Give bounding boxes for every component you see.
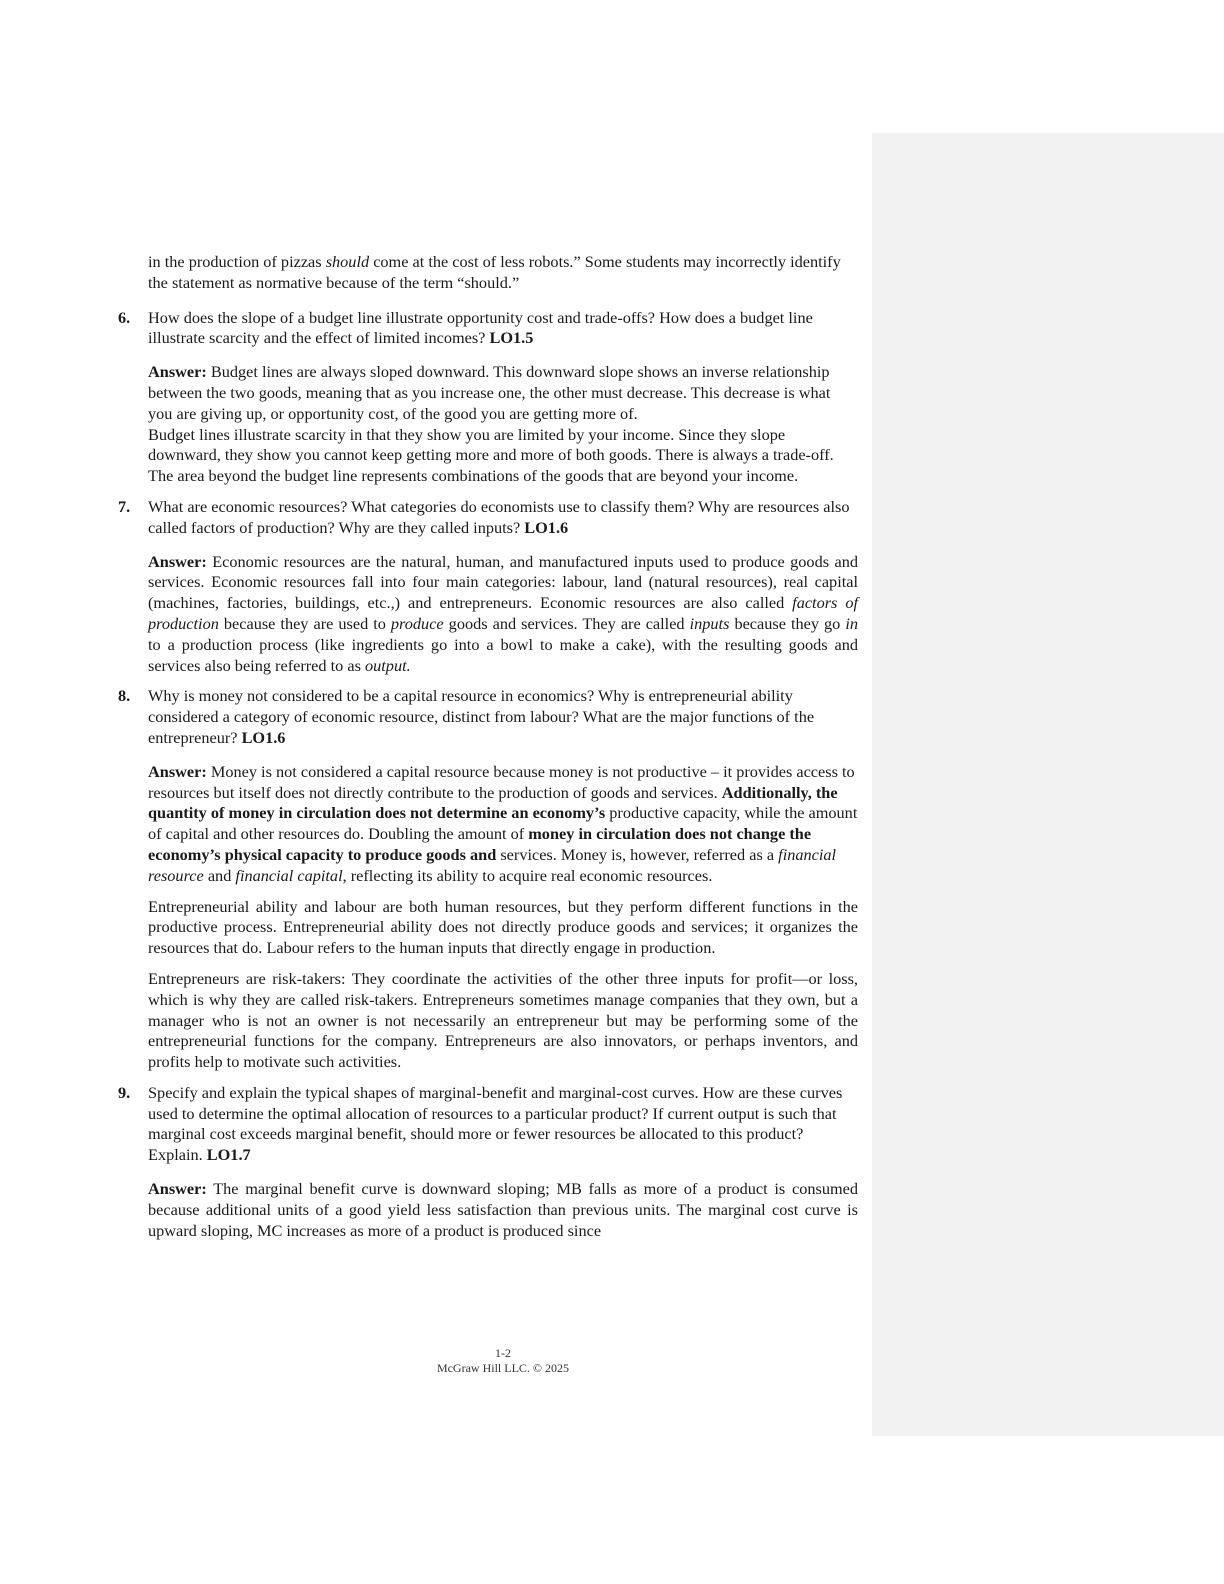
answer-paragraph: Budget lines illustrate scarcity in that they show you are limited by your income. Since they slope downward, they show you cannot keep getting more and more of both goods. There is always a trade-off. The area beyond the budget line represents combinations of the goods that are beyond your income.: [148, 424, 834, 486]
answer-label: Answer:: [148, 551, 207, 571]
question-number: 6.: [118, 307, 131, 327]
question-text: How does the slope of a budget line illustrate opportunity cost and trade-offs? How does a budget line illustrate scarcity and the effect of limited incomes? LO1.5: [148, 307, 813, 348]
answer-paragraph: Answer: Money is not considered a capital resource because money is not productive – it provides access to resources but itself does not directly contribute to the production of goods and services. Additionally, the quantity of money in circulation does not determine an economy’s productive capacity, while the amount of capital and other resources do. Doubling the amount of money in circulation does not change the economy’s physical capacity to produce goods and services. Money is, however, referred as a financial resource and financial capital, reflecting its ability to acquire real economic resources.: [148, 761, 858, 885]
answer-label: Answer:: [148, 761, 207, 781]
answer-paragraph: Answer: Economic resources are the natural, human, and manufactured inputs used to produce goods and services. Economic resources fall into four main categories: labour, land (natural resources), real capital (machines, factories, buildings, etc.,) and entrepreneurs. Economic resources are also called factors of production because they are used to produce goods and services. They are called inputs because they go in to a production process (like ingredients go into a bowl to make a cake), with the resulting goods and services also being referred to as output.: [148, 551, 859, 675]
comment-pane: [872, 133, 1224, 1436]
question-number: 7.: [118, 496, 131, 516]
question-7: [118, 497, 858, 539]
copyright: McGraw Hill LLC. © 2025: [436, 1361, 570, 1375]
document-body: [118, 252, 858, 1241]
question-9: [118, 1083, 858, 1166]
answer-paragraph: Answer: Budget lines are always sloped downward. This downward slope shows an inverse relationship between the two goods, meaning that as you increase one, the other must decrease. This decrease is what you are giving up, or opportunity cost, of the good you are getting more of.: [148, 362, 831, 423]
answer-6: [118, 362, 858, 487]
question-8: [118, 686, 858, 748]
learning-objective: LO1.6: [524, 517, 569, 537]
question-text: Why is money not considered to be a capital resource in economics? Why is entrepreneurial ability considered a category of economic resource, distinct from labour? What are the major functions of the entrepreneur? LO1.6: [148, 686, 815, 747]
page-number: 1-2: [495, 1346, 511, 1360]
question-6: [118, 308, 858, 350]
question-text: Specify and explain the typical shapes of marginal-benefit and marginal-cost curves. How are these curves used to determine the optimal allocation of resources to a particular product? If current output is such that marginal cost exceeds marginal benefit, should more or fewer resources be allocated to this product? Explain. LO1.7: [148, 1082, 843, 1165]
answer-7: [118, 552, 858, 677]
answer-paragraph: Answer: The marginal benefit curve is downward sloping; MB falls as more of a product is consumed because additional units of a good yield less satisfaction than previous units. The marginal cost curve is upward sloping, MC increases as more of a product is produced since: [148, 1179, 858, 1240]
answer-paragraph: Entrepreneurial ability and labour are both human resources, but they perform different functions in the productive process. Entrepreneurial ability does not directly produce goods and services; it organizes the resources that do. Labour refers to the human inputs that directly engage in production.: [148, 896, 858, 958]
answer-label: Answer:: [148, 362, 207, 382]
answer-9: [118, 1179, 858, 1241]
question-number: 9.: [118, 1082, 131, 1102]
learning-objective: LO1.5: [489, 328, 534, 348]
question-text: What are economic resources? What categories do economists use to classify them? Why are resources also called factors of production? Why are they called inputs? LO1.6: [148, 496, 850, 537]
answer-label: Answer:: [148, 1179, 207, 1199]
continuation-paragraph: in the production of pizzas should come at the cost of less robots.” Some students may incorrectly identify the statement as normative because of the term “should.”: [148, 252, 841, 292]
page-footer: [118, 1346, 888, 1376]
question-number: 8.: [118, 686, 131, 706]
learning-objective: LO1.7: [206, 1145, 251, 1165]
answer-paragraph: Entrepreneurs are risk-takers: They coordinate the activities of the other three inputs for profit—or loss, which is why they are called risk-takers. Entrepreneurs sometimes manage companies that they own, but a manager who is not an owner is not necessarily an entrepreneur but may be performing some of the entrepreneurial functions for the company. Entrepreneurs are also innovators, or perhaps inventors, and profits help to motivate such activities.: [148, 968, 858, 1072]
learning-objective: LO1.6: [241, 727, 286, 747]
answer-8: [118, 762, 858, 1073]
